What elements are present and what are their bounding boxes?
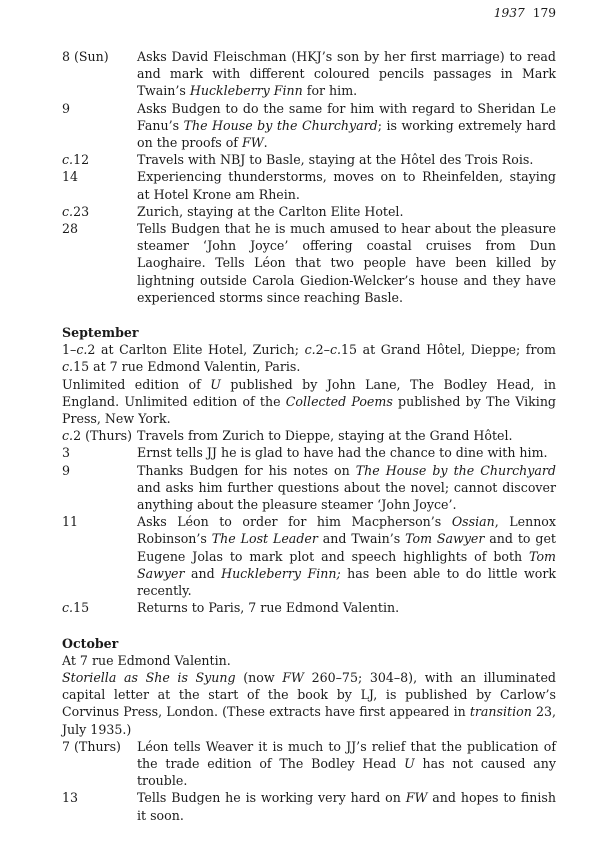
italic-text: The House by the Churchyard [183,117,378,133]
text-run: Tells Budgen he is working very hard on [137,790,406,806]
italic-text: c. [329,342,342,358]
august-entries [62,48,556,306]
italic-text: c. [62,359,74,375]
entry-date: 11 [62,514,79,530]
italic-text: FW [282,669,304,685]
chronology-entry [62,168,556,202]
entry-date-value: 12 [73,152,90,168]
september-paragraphs [62,341,556,427]
text-run: Ernst tells JJ he is glad to have had the chance to dine with him. [137,445,548,461]
entry-date: 28 [62,221,79,237]
italic-text: FW [405,790,428,806]
italic-text: The House by the Churchyard [355,462,556,478]
text-run: 2– [315,342,330,358]
text-run: . [263,135,268,151]
entry-text [137,462,556,514]
text-run: published by The Viking Press, New York. [62,393,556,427]
september-entries [62,427,556,616]
chronology-entry [62,738,556,790]
chronology-entry [62,151,556,168]
italic-text: FW [241,135,264,151]
text-run: , Lennox Robinson’s [137,514,556,547]
entry-text [137,220,556,306]
entry-text [137,48,556,100]
italic-text: Tom Sawyer [405,531,485,547]
italic-text: Tom Sawyer [137,548,556,581]
page-number: 179 [532,6,556,20]
entry-date: 9 [62,462,71,478]
entry-date-value: 2 (Thurs) [73,428,133,444]
chronology-entry [62,203,556,220]
section-paragraph [62,652,556,669]
text-run: Travels with NBJ to Basle, staying at the Hôtel des Trois Rois. [137,152,534,168]
entry-text [137,444,556,461]
text-run: has been able to do little work recently. [137,565,556,599]
italic-text: Huckleberry Finn; [221,565,341,581]
entry-date [62,203,137,220]
text-run: 260–75; 304–8), with an illuminated capital letter at the start of the book by LJ, is published by Carlow’s Corvinus Press, London. (These extracts have first appeared in [62,669,556,720]
italic-text: Collected Poems [285,393,393,409]
text-run: At 7 rue Edmond Valentin. [62,652,231,668]
text-run: Zurich, staying at the Carlton Elite Hotel. [137,203,404,219]
month-heading-september: September [62,325,139,341]
circa-mark: c. [62,152,74,168]
chronology-entry [62,220,556,306]
text-run: has not caused any trouble. [137,755,556,789]
chronology-entry [62,513,556,599]
text-run: published by John Lane, The Bodley Head, in England. Unlimited edition of the [62,376,556,409]
text-run: Travels from Zurich to Dieppe, staying at the Grand Hôtel. [137,428,513,444]
text-run: 1– [62,342,77,358]
text-run: Tells Budgen that he is much amused to hear about the pleasure steamer ‘John Joyce’ offering coastal cruises from Dun Laoghaire. Tells Léon that two people have been killed by lightning outside Carola Giedion-Welcker’s house and they have experienced storms since reaching Basle. [137,221,556,305]
text-run: and hopes to finish it soon. [137,790,556,823]
italic-text: Storiella as She is Syung [62,669,236,685]
entry-date: 3 [62,445,71,461]
italic-text: The Lost Leader [211,531,318,547]
text-run: Thanks Budgen for his notes on [137,462,356,478]
text-run: 23, July 1935.) [62,704,556,737]
text-run: Léon tells Weaver it is much to JJ’s relief that the publication of the trade edition of The Bodley Head [137,738,556,771]
text-run: 15 at 7 rue Edmond Valentin, Paris. [73,359,301,375]
entry-date [62,151,137,168]
chronology-entry [62,427,556,444]
entry-date: 7 (Thurs) [62,738,121,754]
chronology-entry [62,789,556,823]
circa-mark: c. [62,600,74,616]
entry-text [137,151,556,168]
italic-text: c. [304,342,316,358]
september-section [62,324,556,616]
text-run: and asks him further questions about the novel; cannot discover anything about the pleasure steamer ‘John Joyce’. [137,479,556,513]
italic-text: transition [469,704,532,720]
entry-text [137,168,556,202]
entry-text [137,100,556,152]
text-run: 2 at Carlton Elite Hotel, Zurich; [87,342,305,358]
chronology-entry [62,100,556,152]
entry-date: 8 (Sun) [62,49,109,64]
entry-text [137,203,556,220]
entry-date-value: 23 [73,203,90,219]
chronology-entry [62,462,556,514]
running-head-year: 1937 [493,6,525,20]
chronology-entry [62,599,556,616]
text-run: Asks Léon to order for him Macpherson’s [137,514,452,530]
text-run: Asks Budgen to do the same for him with regard to Sheridan Le Fanu’s [137,100,556,133]
month-heading-october: October [62,635,119,651]
entry-text [137,513,556,599]
italic-text: U [210,376,221,392]
chronology-entry [62,444,556,461]
running-head [62,4,556,22]
entry-text [137,599,556,616]
entry-date [62,599,137,616]
circa-mark: c. [62,203,74,219]
text-run: (now [235,669,283,685]
section-paragraph [62,376,556,428]
text-run: for him. [302,83,358,99]
entry-date: 13 [62,790,79,806]
entry-date: 9 [62,100,71,116]
october-paragraphs [62,652,556,738]
entry-text [137,789,556,823]
section-paragraph [62,341,556,375]
text-run: Asks David Fleischman (HKJ’s son by her first marriage) to read and mark with different coloured pencils passages in Mark Twain’s [137,49,556,99]
italic-text: Ossian [451,514,495,530]
entry-date-value: 15 [73,600,90,616]
text-run: and to get Eugene Jolas to mark plot and speech highlights of both [137,531,556,564]
entry-text [137,427,556,444]
text-run: ; is working extremely hard on the proofs of [137,117,556,151]
italic-text: U [404,755,415,771]
october-section [62,635,556,824]
entry-date [62,427,137,444]
chronology-entry [62,48,556,100]
italic-text: c. [76,342,88,358]
text-run: and Twain’s [317,531,406,547]
page [62,4,556,824]
text-run: Returns to Paris, 7 rue Edmond Valentin. [137,600,400,616]
october-entries [62,738,556,824]
section-paragraph [62,669,556,738]
italic-text: Huckleberry Finn [189,83,303,99]
text-run: 15 at Grand Hôtel, Dieppe; from [341,342,556,358]
entry-date: 14 [62,169,79,185]
entry-text [137,738,556,790]
text-run: Unlimited edition of [62,376,211,392]
circa-mark: c. [62,428,74,444]
text-run: Experiencing thunderstorms, moves on to Rheinfelden, staying at Hotel Krone am Rhein. [137,169,556,202]
text-run: and [184,565,222,581]
